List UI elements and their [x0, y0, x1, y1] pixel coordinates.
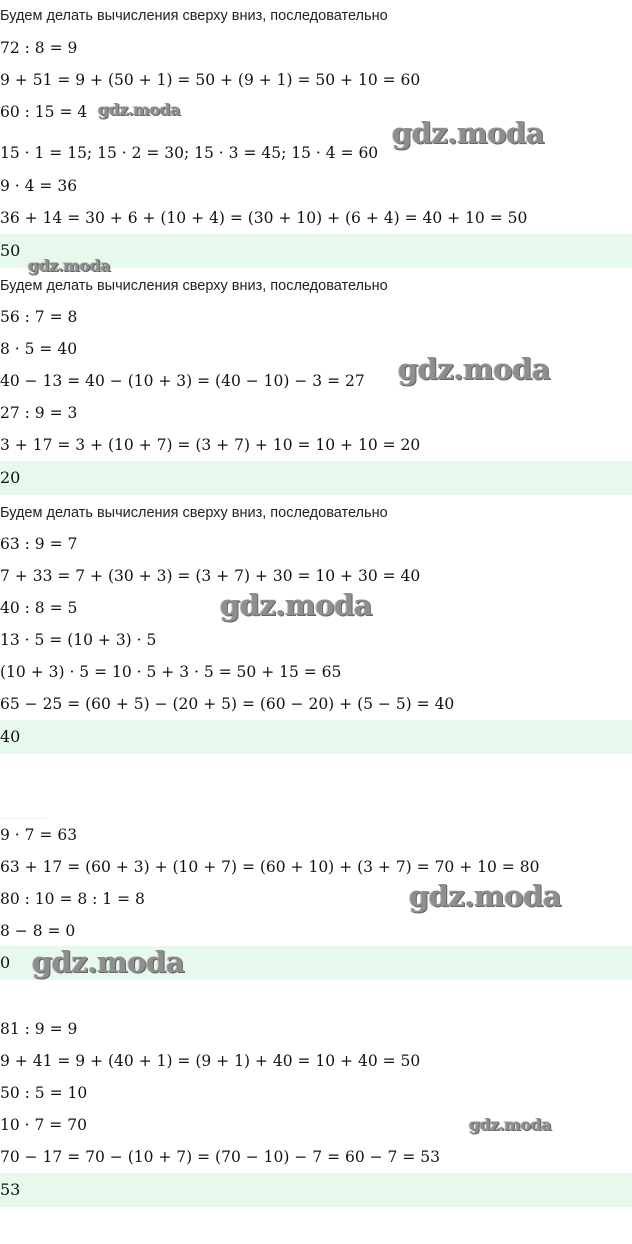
divider	[0, 818, 46, 819]
watermark-logo: gdz.moda	[409, 879, 562, 913]
calc-line: 7 + 33 = 7 + (30 + 3) = (3 + 7) + 30 = 10 + 30 = 40	[0, 567, 421, 585]
calc-line: 9 · 7 = 63	[0, 826, 78, 844]
calc-line: 63 + 17 = (60 + 3) + (10 + 7) = (60 + 10) + (3 + 7) = 70 + 10 = 80	[0, 858, 540, 876]
calc-line: 9 · 4 = 36	[0, 177, 78, 195]
answer-row	[0, 1173, 632, 1207]
calc-line: 15 · 1 = 15; 15 · 2 = 30; 15 · 3 = 45; 15 · 4 = 60	[0, 144, 379, 162]
calc-line: 9 + 51 = 9 + (50 + 1) = 50 + (9 + 1) = 50 + 10 = 60	[0, 71, 421, 89]
watermark-logo: gdz.moda	[28, 256, 111, 275]
calc-line: 70 − 17 = 70 − (10 + 7) = (70 − 10) − 7 = 60 − 7 = 53	[0, 1148, 440, 1166]
calc-line: 8 − 8 = 0	[0, 922, 76, 940]
answer-value: 40	[0, 727, 21, 746]
watermark-logo: gdz.moda	[469, 1115, 552, 1134]
calc-line: 63 : 9 = 7	[0, 535, 78, 553]
answer-value: 50	[0, 241, 21, 260]
watermark-logo: gdz.moda	[392, 116, 545, 150]
calc-line: 65 − 25 = (60 + 5) − (20 + 5) = (60 − 20) + (5 − 5) = 40	[0, 695, 455, 713]
watermark-logo: gdz.moda	[398, 352, 551, 386]
answer-row	[0, 461, 632, 495]
intro-text: Будем делать вычисления сверху вниз, последовательно	[0, 278, 388, 294]
calc-line: 10 · 7 = 70	[0, 1116, 87, 1134]
answer-row	[0, 720, 632, 754]
calc-line: 13 · 5 = (10 + 3) · 5	[0, 631, 157, 649]
answer-value: 53	[0, 1180, 21, 1199]
intro-text: Будем делать вычисления сверху вниз, последовательно	[0, 8, 388, 24]
calc-line: 27 : 9 = 3	[0, 404, 78, 422]
watermark-logo: gdz.moda	[32, 945, 185, 979]
calc-line: 80 : 10 = 8 : 1 = 8	[0, 890, 145, 908]
calc-line: (10 + 3) · 5 = 10 · 5 + 3 · 5 = 50 + 15 = 65	[0, 663, 342, 681]
answer-value: 20	[0, 468, 21, 487]
calc-line: 36 + 14 = 30 + 6 + (10 + 4) = (30 + 10) + (6 + 4) = 40 + 10 = 50	[0, 209, 528, 227]
calc-line: 50 : 5 = 10	[0, 1084, 88, 1102]
calc-line: 8 · 5 = 40	[0, 340, 78, 358]
answer-value: 0	[0, 953, 11, 972]
calc-line: 56 : 7 = 8	[0, 308, 78, 326]
watermark-logo: gdz.moda	[98, 100, 181, 119]
intro-text: Будем делать вычисления сверху вниз, последовательно	[0, 505, 388, 521]
calc-line: 9 + 41 = 9 + (40 + 1) = (9 + 1) + 40 = 10 + 40 = 50	[0, 1052, 421, 1070]
calc-line: 81 : 9 = 9	[0, 1020, 78, 1038]
calc-line: 60 : 15 = 4	[0, 103, 88, 121]
calc-line: 72 : 8 = 9	[0, 39, 78, 57]
calc-line: 3 + 17 = 3 + (10 + 7) = (3 + 7) + 10 = 10 + 10 = 20	[0, 436, 421, 454]
calc-line: 40 : 8 = 5	[0, 599, 78, 617]
watermark-logo: gdz.moda	[220, 588, 373, 622]
calc-line: 40 − 13 = 40 − (10 + 3) = (40 − 10) − 3 = 27	[0, 372, 365, 390]
